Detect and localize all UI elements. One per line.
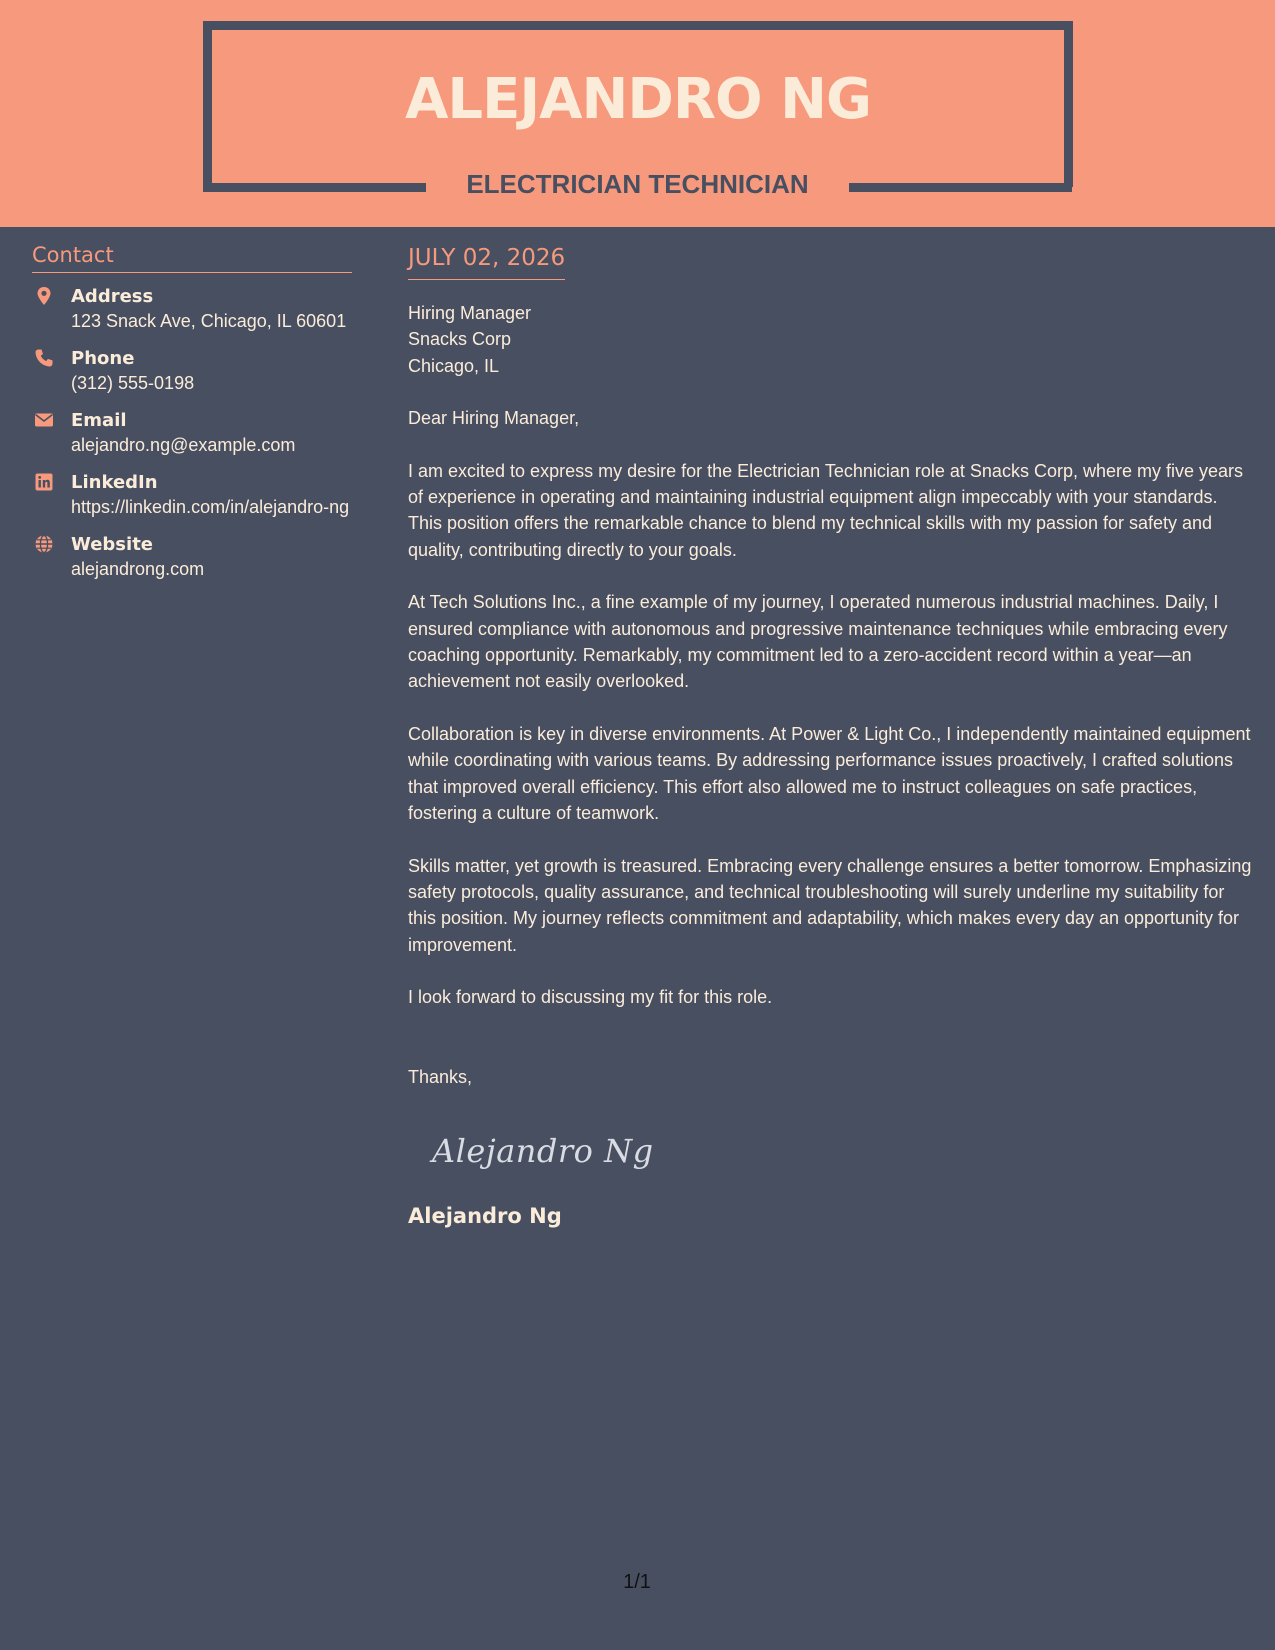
job-title: ELECTRICIAN TECHNICIAN — [466, 169, 809, 199]
header-banner — [0, 0, 1275, 227]
recipient-line: Snacks Corp — [408, 329, 512, 350]
recipient-line: Hiring Manager — [408, 303, 532, 323]
contact-value: (312) 555-0198 — [71, 373, 195, 393]
contact-label: Address — [71, 286, 154, 307]
globe-icon — [34, 534, 54, 554]
applicant-name: ALEJANDRO NG — [405, 67, 871, 132]
recipient-line: Chicago, IL — [408, 355, 500, 376]
contact-value: https://linkedin.com/in/alejandro-ng — [71, 497, 350, 517]
phone-icon — [34, 348, 54, 368]
letter-paragraph: Skills matter, yet growth is treasured. Embracing every challenge ensures a better tomorrow. Emphasizing safety protocols, quality assurance, and technical troubleshooting will surely underline my suitability for this position. My journey reflects commitment and adaptability, which makes every day an opportunity for improvement. — [408, 855, 1252, 955]
envelope-icon — [34, 410, 54, 430]
contact-address — [32, 285, 352, 333]
linkedin-icon — [34, 472, 54, 492]
contact-label: Phone — [71, 348, 135, 369]
header-frame-left-rule — [203, 183, 426, 192]
handwritten-signature — [428, 1124, 1253, 1174]
letter-body — [408, 243, 1253, 1230]
contact-email — [32, 409, 352, 457]
contact-value: alejandro.ng@example.com — [71, 435, 296, 455]
letter-paragraph: At Tech Solutions Inc., a fine example of my journey, I operated numerous industrial machines. Daily, I ensured compliance with autonomous and progressive maintenance techniques while embracing every coaching opportunity. Remarkably, my commitment led to a zero-accident record within a year—an achievement not easily overlooked. — [408, 592, 1228, 692]
contact-phone — [32, 347, 352, 395]
contact-label: Email — [71, 410, 127, 431]
contact-linkedin — [32, 471, 352, 519]
contact-value: 123 Snack Ave, Chicago, IL 60601 — [71, 311, 347, 331]
contact-website — [32, 533, 352, 581]
header-frame-right-rule — [849, 183, 1072, 192]
letter-paragraph: I am excited to express my desire for the Electrician Technician role at Snacks Corp, where my five years of experience in operating and maintaining industrial equipment align impeccably with your standards. This position offers the remarkable chance to blend my technical skills with my passion for safety and quality, contributing directly to your goals. — [408, 460, 1244, 560]
contact-heading: Contact — [32, 241, 352, 273]
contact-label: Website — [71, 534, 154, 555]
salutation: Dear Hiring Manager, — [408, 408, 580, 429]
closing: Thanks, — [408, 1066, 473, 1087]
letter-paragraph: Collaboration is key in diverse environments. At Power & Light Co., I independently maintained equipment while coordinating with various teams. By addressing performance issues proactively, I crafted solutions that improved overall efficiency. This effort also allowed me to instruct colleagues on safe practices, fostering a culture of teamwork. — [408, 723, 1251, 824]
letter-date: JULY 02, 2026 — [408, 243, 565, 280]
map-pin-icon — [34, 286, 54, 306]
svg-text:Alejandro Ng: Alejandro Ng — [432, 1131, 654, 1170]
letter-paragraph: I look forward to discussing my fit for this role. — [408, 987, 773, 1008]
page-number: 1/1 — [623, 1571, 651, 1593]
contact-sidebar — [32, 241, 352, 595]
recipient-block — [408, 300, 1253, 379]
signed-name: Alejandro Ng — [408, 1203, 562, 1228]
contact-value: alejandrong.com — [71, 559, 205, 579]
contact-label: LinkedIn — [71, 472, 158, 493]
